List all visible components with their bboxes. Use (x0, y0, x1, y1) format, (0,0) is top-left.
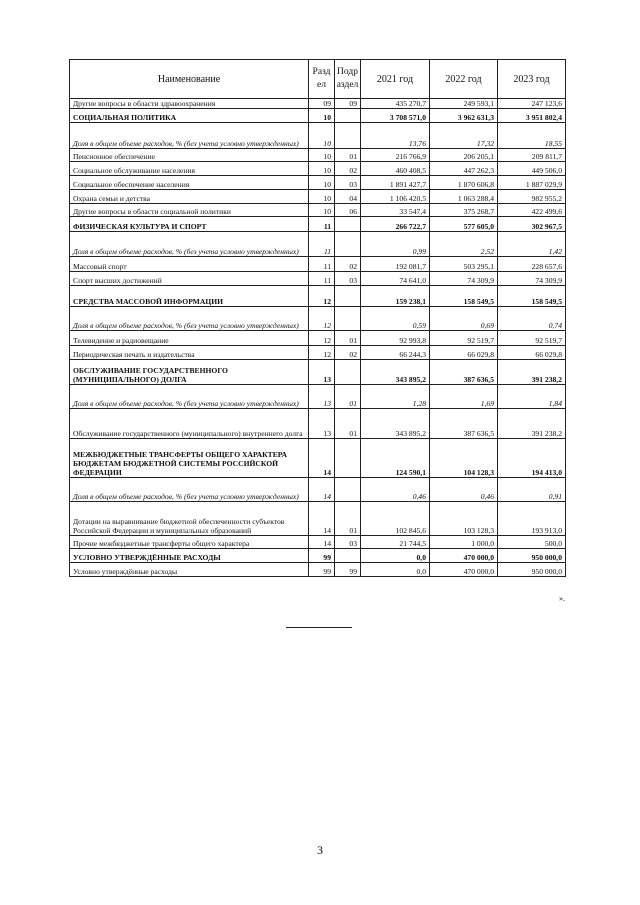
row-name: ФИЗИЧЕСКАЯ КУЛЬТУРА И СПОРТ (70, 217, 309, 232)
row-razdel: 12 (309, 286, 335, 307)
header-razdel: Разд ел (309, 60, 335, 99)
header-podrazdel: Подр аздел (335, 60, 361, 99)
row-podrazdel (335, 439, 361, 478)
row-razdel: 12 (309, 307, 335, 331)
row-value-2021: 0,0 (361, 563, 430, 577)
row-value-2021: 0,59 (361, 307, 430, 331)
row-value-2023: 158 549,5 (498, 286, 566, 307)
row-value-2023: 500,0 (498, 536, 566, 549)
row-name: Прочие межбюджетные трансферты общего характера (70, 536, 309, 549)
row-razdel: 10 (309, 176, 335, 190)
row-razdel: 12 (309, 346, 335, 360)
row-value-2021: 343 895,2 (361, 360, 430, 385)
row-value-2022: 0,46 (430, 478, 498, 502)
row-value-2023: 1,42 (498, 232, 566, 257)
table-row (70, 536, 566, 549)
row-podrazdel: 04 (335, 190, 361, 204)
row-name: Периодическая печать и издательства (70, 346, 309, 360)
row-value-2022: 387 636,5 (430, 360, 498, 385)
row-value-2022: 577 605,0 (430, 217, 498, 232)
row-value-2022: 66 029,8 (430, 346, 498, 360)
table-row (70, 162, 566, 176)
row-value-2022: 470 000,0 (430, 549, 498, 563)
row-value-2023: 92 519,7 (498, 331, 566, 346)
row-podrazdel (335, 217, 361, 232)
row-name: Спорт высших достижений (70, 272, 309, 286)
row-value-2023: 193 913,0 (498, 502, 566, 536)
row-value-2021: 66 244,3 (361, 346, 430, 360)
row-razdel: 13 (309, 360, 335, 385)
row-value-2021: 1,28 (361, 385, 430, 409)
row-razdel: 99 (309, 549, 335, 563)
row-value-2023: 194 413,0 (498, 439, 566, 478)
table-row (70, 204, 566, 217)
row-razdel: 11 (309, 217, 335, 232)
row-name: СРЕДСТВА МАССОВОЙ ИНФОРМАЦИИ (70, 286, 309, 307)
row-value-2023: 74 309,9 (498, 272, 566, 286)
row-name: Пенсионное обеспечение (70, 149, 309, 162)
row-name: Доля в общем объеме расходов, % (без учета условно утвержденных) (70, 385, 309, 409)
row-name: Социальное обслуживание населения (70, 162, 309, 176)
row-value-2022: 103 128,3 (430, 502, 498, 536)
row-name: Доля в общем объеме расходов, % (без учета условно утвержденных) (70, 232, 309, 257)
header-2023: 2023 год (498, 60, 566, 99)
row-value-2023: 982 955,2 (498, 190, 566, 204)
row-value-2023: 3 951 802,4 (498, 109, 566, 123)
row-value-2022: 1 870 606,8 (430, 176, 498, 190)
row-value-2021: 92 993,8 (361, 331, 430, 346)
table-row (70, 99, 566, 109)
row-podrazdel: 99 (335, 563, 361, 577)
row-name: Доля в общем объеме расходов, % (без учета условно утвержденных) (70, 123, 309, 149)
row-value-2023: 302 967,5 (498, 217, 566, 232)
row-value-2023: 391 238,2 (498, 360, 566, 385)
row-name: Условно утверждённые расходы (70, 563, 309, 577)
row-value-2021: 1 891 427,7 (361, 176, 430, 190)
row-value-2023: 209 811,7 (498, 149, 566, 162)
table-row (70, 346, 566, 360)
row-value-2021: 13,76 (361, 123, 430, 149)
table-row (70, 176, 566, 190)
row-podrazdel (335, 478, 361, 502)
row-podrazdel: 01 (335, 409, 361, 439)
row-value-2022: 503 295,1 (430, 257, 498, 272)
table-row (70, 385, 566, 409)
table-row (70, 549, 566, 563)
row-value-2021: 3 708 571,0 (361, 109, 430, 123)
row-value-2023: 950 000,0 (498, 563, 566, 577)
table-row (70, 478, 566, 502)
row-name: Доля в общем объеме расходов, % (без учета условно утвержденных) (70, 307, 309, 331)
row-razdel: 14 (309, 502, 335, 536)
row-value-2021: 102 845,6 (361, 502, 430, 536)
row-value-2022: 447 262,3 (430, 162, 498, 176)
row-razdel: 10 (309, 149, 335, 162)
row-value-2021: 74 641,0 (361, 272, 430, 286)
row-podrazdel (335, 286, 361, 307)
table-row (70, 409, 566, 439)
row-podrazdel: 09 (335, 99, 361, 109)
row-podrazdel: 03 (335, 176, 361, 190)
row-value-2021: 1 106 420,5 (361, 190, 430, 204)
row-podrazdel (335, 232, 361, 257)
row-value-2022: 2,52 (430, 232, 498, 257)
row-value-2022: 74 309,9 (430, 272, 498, 286)
row-podrazdel (335, 307, 361, 331)
row-value-2022: 3 962 631,3 (430, 109, 498, 123)
row-name: Доля в общем объеме расходов, % (без учета условно утвержденных) (70, 478, 309, 502)
table-row (70, 307, 566, 331)
table-row (70, 331, 566, 346)
row-value-2021: 343 895,2 (361, 409, 430, 439)
table-row (70, 439, 566, 478)
row-value-2021: 192 081,7 (361, 257, 430, 272)
header-name: Наименование (70, 60, 309, 99)
row-razdel: 14 (309, 478, 335, 502)
row-value-2021: 460 408,5 (361, 162, 430, 176)
table-row (70, 286, 566, 307)
row-value-2023: 0,74 (498, 307, 566, 331)
row-value-2023: 1 887 029,9 (498, 176, 566, 190)
table-row (70, 232, 566, 257)
row-razdel: 11 (309, 272, 335, 286)
row-podrazdel: 03 (335, 272, 361, 286)
row-value-2022: 0,69 (430, 307, 498, 331)
row-value-2023: 391 238,2 (498, 409, 566, 439)
row-podrazdel: 01 (335, 502, 361, 536)
table-row (70, 190, 566, 204)
row-value-2021: 21 744,5 (361, 536, 430, 549)
row-name: ОБСЛУЖИВАНИЕ ГОСУДАРСТВЕННОГО (МУНИЦИПАЛЬНОГО) ДОЛГА (70, 360, 309, 385)
row-razdel: 10 (309, 109, 335, 123)
row-name: СОЦИАЛЬНАЯ ПОЛИТИКА (70, 109, 309, 123)
row-razdel: 14 (309, 439, 335, 478)
row-razdel: 99 (309, 563, 335, 577)
row-razdel: 10 (309, 190, 335, 204)
header-2022: 2022 год (430, 60, 498, 99)
row-value-2023: 247 123,6 (498, 99, 566, 109)
table-row (70, 109, 566, 123)
row-podrazdel: 06 (335, 204, 361, 217)
table-row (70, 257, 566, 272)
table-row (70, 360, 566, 385)
row-value-2021: 33 547,4 (361, 204, 430, 217)
table-row (70, 149, 566, 162)
row-value-2021: 159 238,1 (361, 286, 430, 307)
row-podrazdel: 01 (335, 385, 361, 409)
row-name: Обслуживание государственного (муниципального) внутреннего долга (70, 409, 309, 439)
row-value-2022: 17,32 (430, 123, 498, 149)
budget-table (69, 59, 566, 577)
row-razdel: 12 (309, 331, 335, 346)
row-value-2022: 1 063 288,4 (430, 190, 498, 204)
row-razdel: 09 (309, 99, 335, 109)
row-value-2023: 0,91 (498, 478, 566, 502)
row-value-2023: 18,55 (498, 123, 566, 149)
page-number: 3 (317, 843, 323, 857)
table-body (70, 99, 566, 577)
row-name: Другие вопросы в области здравоохранения (70, 99, 309, 109)
row-razdel: 10 (309, 123, 335, 149)
row-name: Телевидение и радиовещание (70, 331, 309, 346)
row-value-2021: 435 270,7 (361, 99, 430, 109)
row-value-2021: 124 590,1 (361, 439, 430, 478)
row-value-2022: 249 593,1 (430, 99, 498, 109)
row-podrazdel: 03 (335, 536, 361, 549)
row-value-2023: 950 000,0 (498, 549, 566, 563)
row-podrazdel (335, 549, 361, 563)
row-value-2022: 470 000,0 (430, 563, 498, 577)
row-podrazdel (335, 109, 361, 123)
table-row (70, 563, 566, 577)
table-row (70, 217, 566, 232)
row-razdel: 10 (309, 162, 335, 176)
row-razdel: 11 (309, 232, 335, 257)
row-name: МЕЖБЮДЖЕТНЫЕ ТРАНСФЕРТЫ ОБЩЕГО ХАРАКТЕРА БЮДЖЕТАМ БЮДЖЕТНОЙ СИСТЕМЫ РОССИЙСКОЙ ФЕДЕРАЦИИ (70, 439, 309, 478)
row-razdel: 11 (309, 257, 335, 272)
table-header-row (70, 60, 566, 99)
divider-line (286, 627, 352, 628)
row-value-2021: 0,46 (361, 478, 430, 502)
row-value-2023: 449 506,0 (498, 162, 566, 176)
row-podrazdel (335, 123, 361, 149)
row-name: Дотации на выравнивание бюджетной обеспеченности субъектов Российской Федерации и муниципальных образований (70, 502, 309, 536)
row-razdel: 10 (309, 204, 335, 217)
row-value-2022: 92 519,7 (430, 331, 498, 346)
row-value-2022: 158 549,5 (430, 286, 498, 307)
row-name: Охрана семьи и детства (70, 190, 309, 204)
row-podrazdel (335, 360, 361, 385)
row-razdel: 13 (309, 385, 335, 409)
row-value-2021: 0,0 (361, 549, 430, 563)
closing-quote-mark: ». (559, 594, 565, 603)
row-name: УСЛОВНО УТВЕРЖДЁННЫЕ РАСХОДЫ (70, 549, 309, 563)
row-name: Массовый спорт (70, 257, 309, 272)
row-value-2022: 1,69 (430, 385, 498, 409)
row-razdel: 13 (309, 409, 335, 439)
table-row (70, 502, 566, 536)
row-podrazdel: 02 (335, 162, 361, 176)
row-value-2023: 66 029,8 (498, 346, 566, 360)
header-2021: 2021 год (361, 60, 430, 99)
row-value-2021: 0,99 (361, 232, 430, 257)
row-value-2021: 266 722,7 (361, 217, 430, 232)
row-value-2022: 1 000,0 (430, 536, 498, 549)
row-name: Другие вопросы в области социальной политики (70, 204, 309, 217)
row-value-2023: 228 657,6 (498, 257, 566, 272)
table-row (70, 272, 566, 286)
row-value-2023: 1,84 (498, 385, 566, 409)
row-name: Социальное обеспечение населения (70, 176, 309, 190)
row-podrazdel: 01 (335, 149, 361, 162)
row-podrazdel: 02 (335, 346, 361, 360)
table-row (70, 123, 566, 149)
row-value-2022: 375 268,7 (430, 204, 498, 217)
row-podrazdel: 01 (335, 331, 361, 346)
row-razdel: 14 (309, 536, 335, 549)
row-value-2022: 104 128,3 (430, 439, 498, 478)
row-value-2023: 422 499,6 (498, 204, 566, 217)
row-podrazdel: 02 (335, 257, 361, 272)
row-value-2022: 206 205,1 (430, 149, 498, 162)
row-value-2021: 216 766,9 (361, 149, 430, 162)
row-value-2022: 387 636,5 (430, 409, 498, 439)
